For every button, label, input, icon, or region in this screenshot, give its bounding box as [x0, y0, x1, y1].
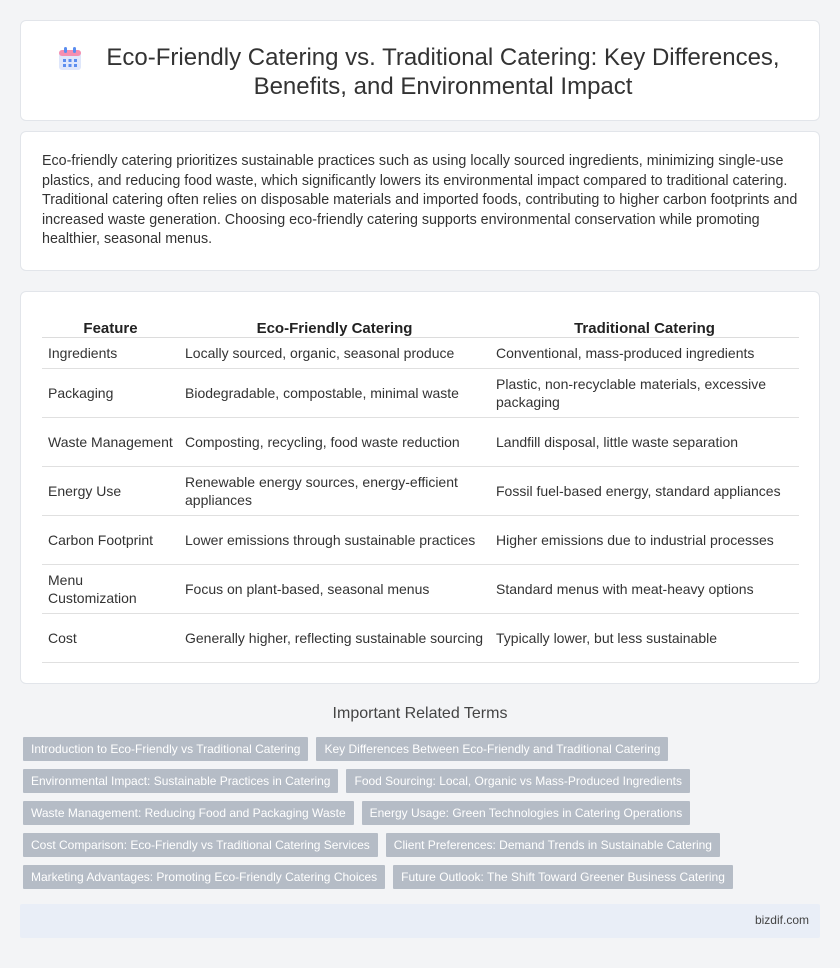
related-term-tag[interactable]: Key Differences Between Eco-Friendly and Traditional Catering — [316, 737, 668, 761]
related-term-tag[interactable]: Introduction to Eco-Friendly vs Traditional Catering — [23, 737, 308, 761]
column-header: Eco-Friendly Catering — [179, 316, 490, 337]
tag-row — [23, 801, 813, 825]
tag-row — [23, 737, 813, 761]
table-row — [42, 564, 799, 613]
column-header: Feature — [42, 316, 179, 337]
table-cell: Typically lower, but less sustainable — [490, 613, 799, 662]
tag-row — [23, 769, 813, 793]
comparison-table — [42, 316, 799, 663]
calendar-icon — [57, 46, 83, 72]
tag-row — [23, 833, 813, 857]
table-cell: Waste Management — [42, 417, 179, 466]
table-row — [42, 515, 799, 564]
table-cell: Focus on plant-based, seasonal menus — [179, 564, 490, 613]
header-card — [20, 20, 820, 121]
table-cell: Composting, recycling, food waste reduction — [179, 417, 490, 466]
related-term-tag[interactable]: Cost Comparison: Eco-Friendly vs Traditional Catering Services — [23, 833, 378, 857]
table-cell: Standard menus with meat-heavy options — [490, 564, 799, 613]
table-cell: Lower emissions through sustainable practices — [179, 515, 490, 564]
table-cell: Packaging — [42, 368, 179, 417]
table-row — [42, 337, 799, 368]
tag-row — [23, 865, 813, 889]
comparison-table-card — [20, 291, 820, 684]
table-cell: Carbon Footprint — [42, 515, 179, 564]
table-row — [42, 368, 799, 417]
table-cell: Menu Customization — [42, 564, 179, 613]
table-cell: Biodegradable, compostable, minimal waste — [179, 368, 490, 417]
column-header: Traditional Catering — [490, 316, 799, 337]
related-term-tag[interactable]: Marketing Advantages: Promoting Eco-Friendly Catering Choices — [23, 865, 385, 889]
table-row — [42, 417, 799, 466]
related-terms-list — [23, 737, 813, 897]
table-cell: Conventional, mass-produced ingredients — [490, 337, 799, 368]
table-cell: Cost — [42, 613, 179, 662]
related-term-tag[interactable]: Food Sourcing: Local, Organic vs Mass-Produced Ingredients — [346, 769, 690, 793]
related-terms-title: Important Related Terms — [332, 705, 508, 722]
table-cell: Fossil fuel-based energy, standard appliances — [490, 466, 799, 515]
table-cell: Renewable energy sources, energy-efficient appliances — [179, 466, 490, 515]
related-term-tag[interactable]: Future Outlook: The Shift Toward Greener Business Catering — [393, 865, 733, 889]
table-row — [42, 466, 799, 515]
table-cell: Generally higher, reflecting sustainable sourcing — [179, 613, 490, 662]
table-cell: Plastic, non-recyclable materials, excessive packaging — [490, 368, 799, 417]
table-cell: Higher emissions due to industrial processes — [490, 515, 799, 564]
table-cell: Energy Use — [42, 466, 179, 515]
related-term-tag[interactable]: Client Preferences: Demand Trends in Sustainable Catering — [386, 833, 720, 857]
intro-text: Eco-friendly catering prioritizes sustainable practices such as using locally sourced ingredients, minimizing single-use plastics, and reducing food waste, which significantly lowers its environmental impact compared to traditional catering. Traditional catering often relies on disposable materials and imported foods, contributing to higher carbon footprints and increased waste generation. Choosing eco-friendly catering supports environmental conservation while promoting healthier, seasonal menus. — [42, 153, 798, 247]
table-cell: Landfill disposal, little waste separation — [490, 417, 799, 466]
related-term-tag[interactable]: Waste Management: Reducing Food and Packaging Waste — [23, 801, 354, 825]
table-cell: Locally sourced, organic, seasonal produce — [179, 337, 490, 368]
table-cell: Ingredients — [42, 337, 179, 368]
footer — [20, 904, 820, 938]
footer-site-link[interactable]: bizdif.com — [754, 913, 809, 927]
table-row — [42, 613, 799, 662]
page-title: Eco-Friendly Catering vs. Traditional Catering: Key Differences, Benefits, and Environmental Impact — [106, 44, 780, 100]
intro-card — [20, 131, 820, 271]
table-header-row — [42, 316, 799, 337]
related-term-tag[interactable]: Energy Usage: Green Technologies in Catering Operations — [362, 801, 691, 825]
related-term-tag[interactable]: Environmental Impact: Sustainable Practices in Catering — [23, 769, 338, 793]
